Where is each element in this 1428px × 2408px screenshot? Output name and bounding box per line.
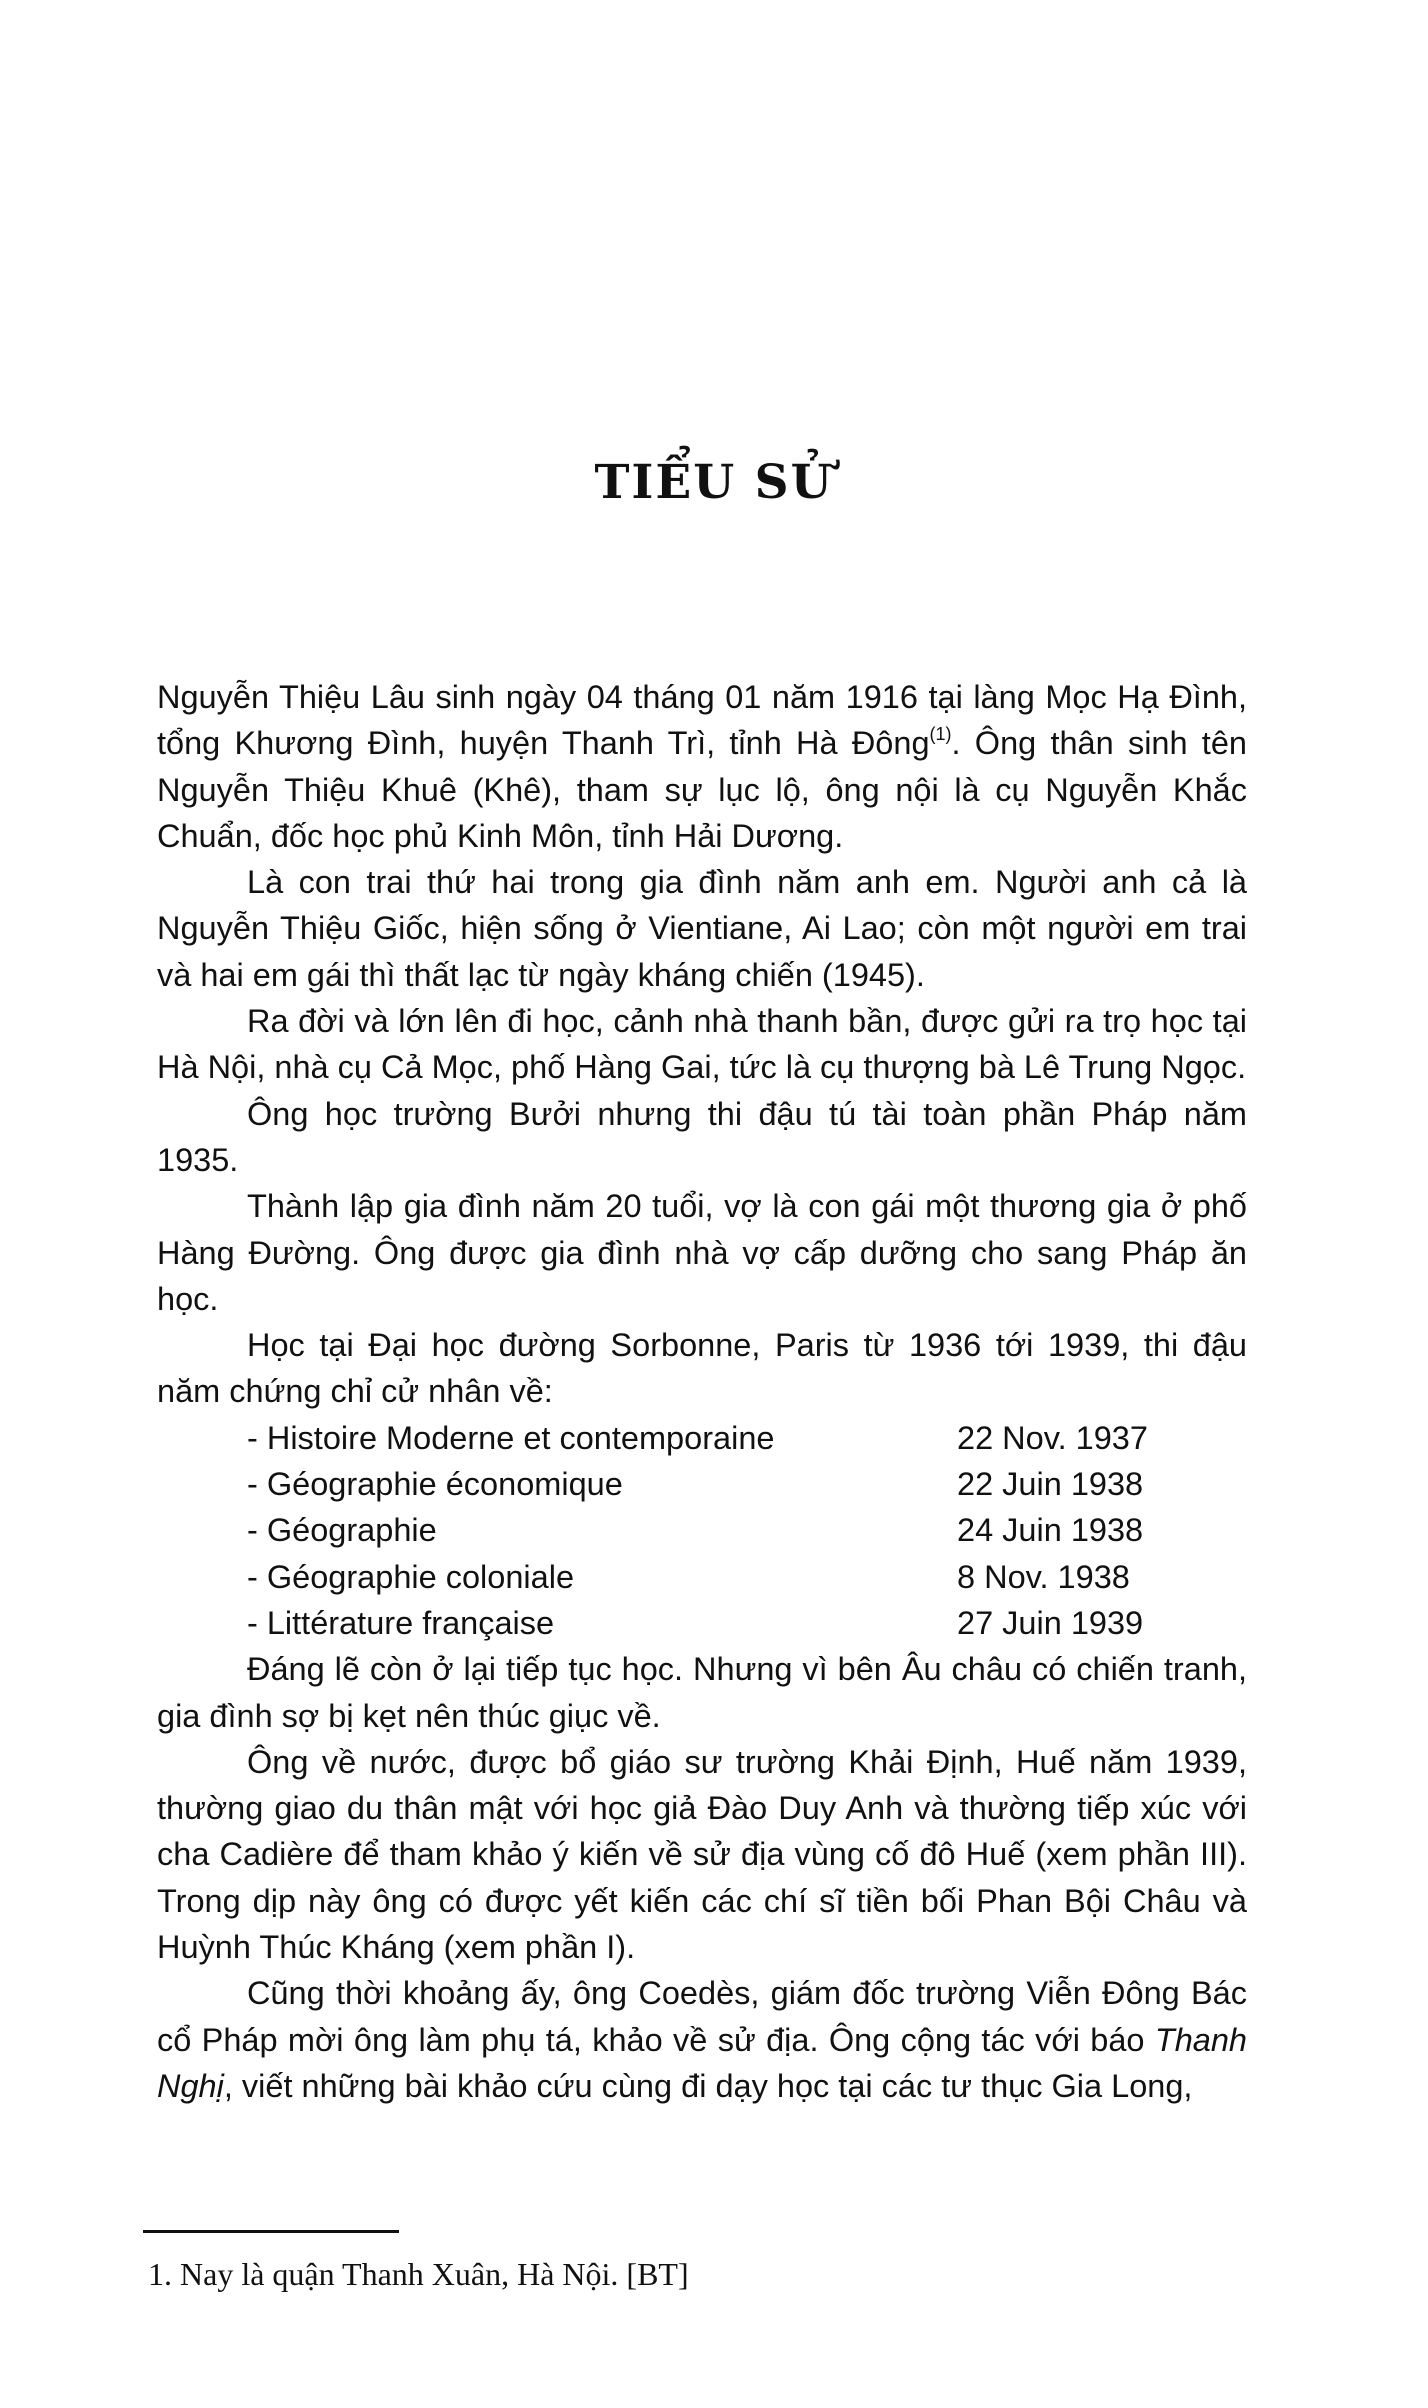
- paragraph-childhood: Ra đời và lớn lên đi học, cảnh nhà thanh bần, được gửi ra trọ học tại Hà Nội, nhà cụ Cả Mọc, phố Hàng Gai, tức là cụ thượng bà Lê Trung Ngọc.: [157, 1003, 1247, 1086]
- footnote-ref: (1): [929, 724, 952, 745]
- paragraph-marriage: Thành lập gia đình năm 20 tuổi, vợ là con gái một thương gia ở phố Hàng Đường. Ông được gia đình nhà vợ cấp dưỡng cho sang Pháp ăn học.: [157, 1188, 1247, 1317]
- footnote: 1. Nay là quận Thanh Xuân, Hà Nội. [BT]: [148, 2256, 689, 2292]
- list-item: - Géographie coloniale 8 Nov. 1938: [157, 1554, 1247, 1600]
- newspaper-title: Thanh Nghị: [157, 2021, 1247, 2104]
- paragraph-family: Là con trai thứ hai trong gia đình năm anh em. Người anh cả là Nguyễn Thiệu Giốc, hiện sống ở Vientiane, Ai Lao; còn một người em trai và hai em gái thì thất lạc từ ngày kháng chiến (1945).: [157, 864, 1247, 993]
- page-title: TIỂU SỬ: [594, 455, 834, 510]
- list-item: - Histoire Moderne et contemporaine 22 Nov. 1937: [157, 1415, 1247, 1461]
- list-item: - Géographie 24 Juin 1938: [157, 1507, 1247, 1553]
- certificate-date: 22 Juin 1938: [957, 1466, 1144, 1503]
- certificate-date: 24 Juin 1938: [957, 1512, 1144, 1549]
- certificate-date: 22 Nov. 1937: [957, 1419, 1148, 1456]
- paragraph-hue: Ông về nước, được bổ giáo sư trường Khải Định, Huế năm 1939, thường giao du thân mật với học giả Đào Duy Anh và thường tiếp xúc với cha Cadière để tham khảo ý kiến về sử địa vùng cố đô Huế (xem phần III). Trong dịp này ông có được yết kiến các chí sĩ tiền bối Phan Bội Châu và Huỳnh Thúc Kháng (xem phần I).: [157, 1743, 1247, 1966]
- paragraph-coedes: Cũng thời khoảng ấy, ông Coedès, giám đốc trường Viễn Đông Bác cổ Pháp mời ông làm phụ tá, khảo về sử địa. Ông cộng tác với báo Thanh Nghị, viết những bài khảo cứu cùng đi dạy học tại các tư thục Gia Long,: [157, 1975, 1247, 2104]
- list-item: - Littérature française 27 Juin 1939: [157, 1600, 1247, 1646]
- paragraph-birth: Nguyễn Thiệu Lâu sinh ngày 04 tháng 01 năm 1916 tại làng Mọc Hạ Đình, tổng Khương Đình, huyện Thanh Trì, tỉnh Hà Đông$^{(1)}$. Ông thân sinh tên Nguyễn Thiệu Khuê (Khê), tham sự lục lộ, ông nội là cụ Nguyễn Khắc Chuẩn, đốc học phủ Kinh Môn, tỉnh Hải Dương.: [157, 679, 1247, 854]
- paragraph-war: Đáng lẽ còn ở lại tiếp tục học. Nhưng vì bên Âu châu có chiến tranh, gia đình sợ bị kẹt nên thúc giục về.: [157, 1651, 1247, 1734]
- paragraph-sorbonne: Học tại Đại học đường Sorbonne, Paris từ 1936 tới 1939, thi đậu năm chứng chỉ cử nhân về:: [157, 1327, 1247, 1410]
- certificate-date: 27 Juin 1939: [957, 1604, 1144, 1641]
- biography-text: [157, 674, 1247, 2109]
- certificate-list: [157, 1415, 1247, 1646]
- certificate-date: 8 Nov. 1938: [957, 1558, 1130, 1595]
- paragraph-school: Ông học trường Bưởi nhưng thi đậu tú tài toàn phần Pháp năm 1935.: [157, 1095, 1247, 1178]
- footnote-divider: [143, 2230, 399, 2233]
- list-item: - Géographie économique 22 Juin 1938: [157, 1461, 1247, 1507]
